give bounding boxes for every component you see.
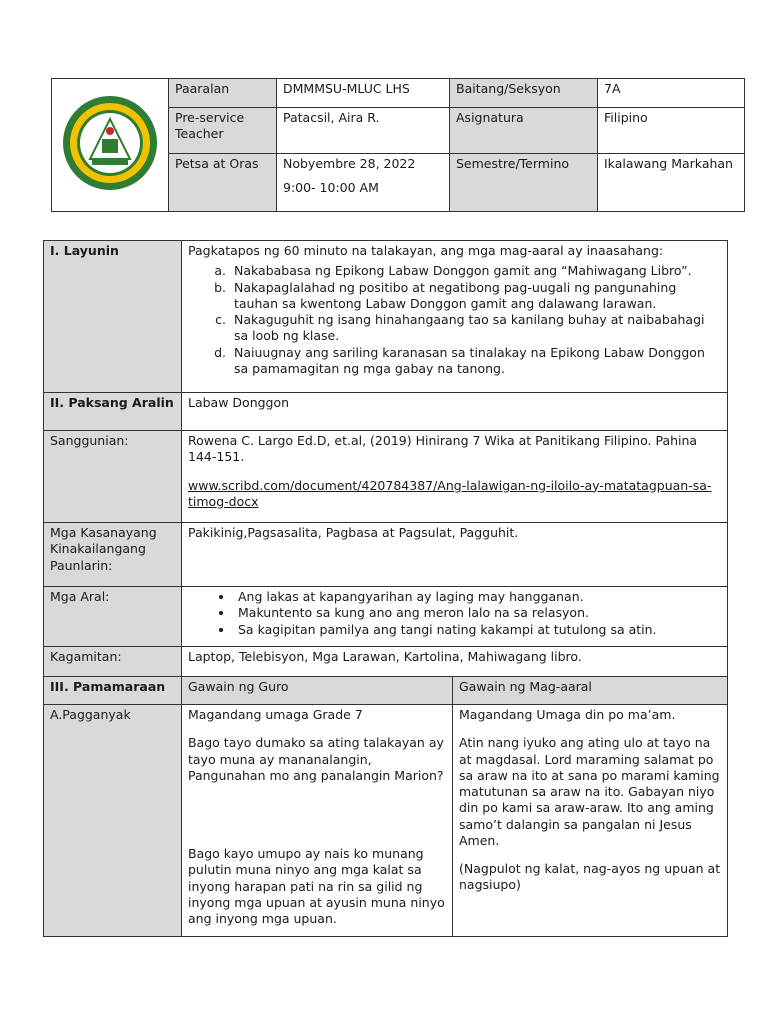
sanggunian-label: Sanggunian: <box>44 431 182 523</box>
value-teacher: Patacsil, Aira R. <box>277 108 450 154</box>
value-petsa-time: 9:00- 10:00 AM <box>283 180 379 196</box>
list-item: a. Nakababasa ng Epikong Labaw Donggon gamit ang “Mahiwagang Libro”. <box>230 263 721 279</box>
school-seal-cell <box>52 79 169 212</box>
label-paaralan: Paaralan <box>169 79 277 108</box>
paksa-value: Labaw Donggon <box>182 393 728 431</box>
aral-label: Mga Aral: <box>44 587 182 647</box>
value-petsa-date: Nobyembre 28, 2022 <box>283 156 416 171</box>
pagganyak-magaaral <box>453 705 728 937</box>
value-semestre: Ikalawang Markahan <box>598 154 745 212</box>
label-asignatura: Asignatura <box>450 108 598 154</box>
sanggunian-content <box>182 431 728 523</box>
sanggunian-link[interactable]: www.scribd.com/document/420784387/Ang-lalawigan-ng-iloilo-ay-matatagpuan-sa-timog-docx <box>188 477 712 509</box>
school-seal-icon <box>60 93 160 193</box>
magaaral-line: (Nagpulot ng kalat, nag-ayos ng upuan at nagsiupo) <box>459 861 721 893</box>
list-item: • Makuntento sa kung ano ang meron lalo na sa relasyon. <box>234 605 721 621</box>
gawain-guro-header: Gawain ng Guro <box>182 677 453 705</box>
list-item: • Ang lakas at kapangyarihan ay laging may hangganan. <box>234 589 721 605</box>
lesson-plan-table <box>43 240 728 937</box>
aral-list <box>188 589 721 638</box>
paksa-label: II. Paksang Aralin <box>44 393 182 431</box>
header-info-table <box>51 78 745 212</box>
guro-line: Bago kayo umupo ay nais ko munang pulutin muna ninyo ang mga kalat sa inyong harapan pati na rin sa gilid ng inyong mga upuan at ayusin muna ninyo ang inyong mga upuan. <box>188 846 445 926</box>
kagamitan-value: Laptop, Telebisyon, Mga Larawan, Kartolina, Mahiwagang libro. <box>182 647 728 677</box>
guro-line: Magandang umaga Grade 7 <box>188 707 363 722</box>
layunin-content <box>182 241 728 393</box>
layunin-list <box>188 263 721 377</box>
list-item: d. Naiuugnay ang sariling karanasan sa tinalakay na Epikong Labaw Donggon sa pamamagitan ng mga gabay na tanong. <box>230 345 721 378</box>
value-paaralan: DMMMSU-MLUC LHS <box>277 79 450 108</box>
kagamitan-label: Kagamitan: <box>44 647 182 677</box>
label-petsa: Petsa at Oras <box>169 154 277 212</box>
magaaral-line: Atin nang iyuko ang ating ulo at tayo na at magdasal. Lord maraming salamat po sa araw na ito at sana po marami kaming matutunan sa araw na ito. Gabayan niyo din po kami sa araw-araw. Ito ang aming samo’t dalangin sa pangalan ni Jesus Amen. <box>459 735 720 848</box>
aral-content <box>182 587 728 647</box>
value-petsa <box>277 154 450 212</box>
list-item: c. Nakaguguhit ng isang hinahangaang tao sa kanilang buhay at naibabahagi sa loob ng klase. <box>230 312 721 345</box>
pagganyak-label: A.Pagganyak <box>44 705 182 937</box>
value-asignatura: Filipino <box>598 108 745 154</box>
pagganyak-guro <box>182 705 453 937</box>
layunin-label: I. Layunin <box>44 241 182 393</box>
sanggunian-text: Rowena C. Largo Ed.D, et.al, (2019) Hinirang 7 Wika at Panitikang Filipino. Pahina 144-151. <box>188 433 698 465</box>
pamamaraan-label: III. Pamamaraan <box>44 677 182 705</box>
value-baitang: 7A <box>598 79 745 108</box>
label-semestre: Semestre/Termino <box>450 154 598 212</box>
layunin-intro: Pagkatapos ng 60 minuto na talakayan, ang mga mag-aaral ay inaasahang: <box>188 243 664 258</box>
list-item: b. Nakapaglalahad ng positibo at negatibong pag-uugali ng pangunahing tauhan sa kwentong Labaw Donggon gamit ang dalawang larawan. <box>230 280 721 313</box>
guro-line: Bago tayo dumako sa ating talakayan ay tayo muna ay mananalangin, Pangunahan mo ang panalangin Marion? <box>188 735 444 783</box>
list-item: • Sa kagipitan pamilya ang tangi nating kakampi at tutulong sa atin. <box>234 622 721 638</box>
kasanayan-value: Pakikinig,Pagsasalita, Pagbasa at Pagsulat, Pagguhit. <box>182 523 728 587</box>
magaaral-line: Magandang Umaga din po ma’am. <box>459 707 676 722</box>
kasanayan-label: Mga Kasanayang Kinakailangang Paunlarin: <box>44 523 182 587</box>
label-teacher: Pre-service Teacher <box>169 108 277 154</box>
gawain-magaaral-header: Gawain ng Mag-aaral <box>453 677 728 705</box>
label-baitang: Baitang/Seksyon <box>450 79 598 108</box>
